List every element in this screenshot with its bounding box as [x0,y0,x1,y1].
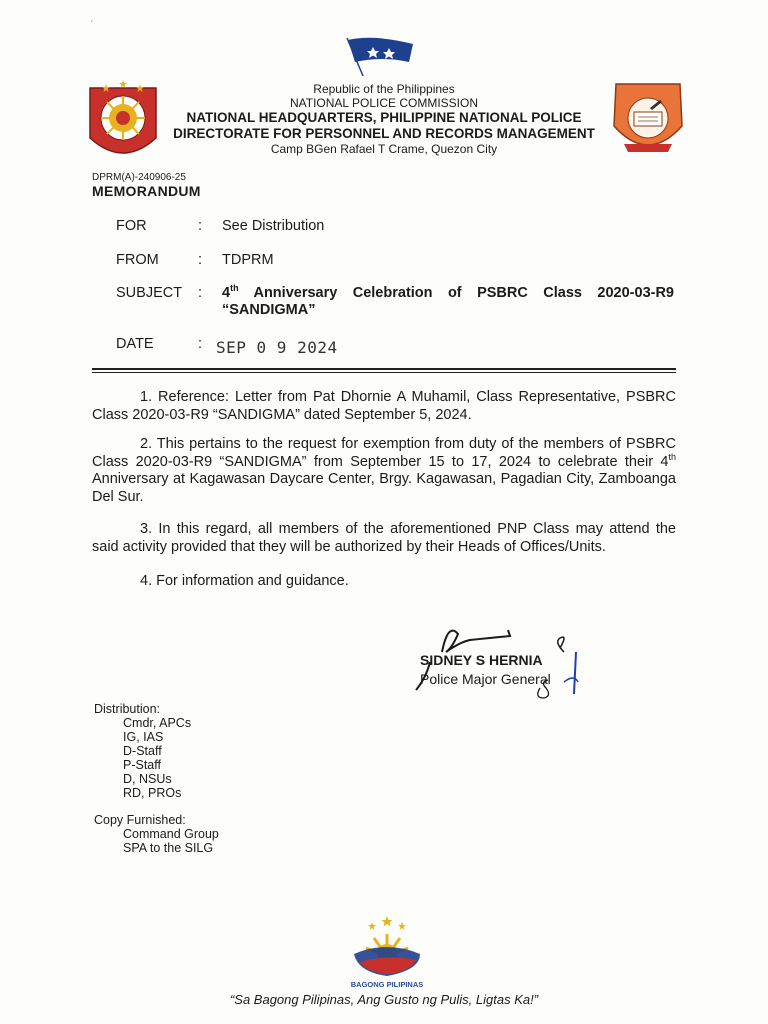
list-item: IG, IAS [123,730,164,744]
for-colon: : [198,218,203,234]
subject-label: SUBJECT [116,285,183,301]
header-address: Camp BGen Rafael T Crame, Quezon City [270,142,498,156]
subject-number: 4 [222,285,231,301]
paragraph-2-text-a: 2. This pertains to the request for exemption from duty of the members of PSBRC Class 2020-03-R9 “SANDIGMA” from September 15 to 17, 2024 to celebrate their 4 [92,436,676,470]
from-value: TDPRM [222,252,274,268]
paragraph-2-sup: th [668,451,676,462]
header-hq: NATIONAL HEADQUARTERS, PHILIPPINE NATIONAL POLICE [186,110,582,125]
reference-number: DPRM(A)-240906-25 [92,172,186,183]
memo-title: MEMORANDUM [92,183,201,199]
subject-sup: th [230,283,239,294]
date-label: DATE [116,336,154,352]
bagong-pilipinas-label: BAGONG PILIPINAS [350,980,424,989]
distribution-title: Distribution: [94,702,160,716]
subject-value [222,285,674,319]
paragraph-2-text-b: Anniversary at Kagawasan Daycare Center, Brgy. Kagawasan, Pagadian City, Zamboanga Del Sur. [92,471,676,505]
from-colon: : [198,252,203,268]
list-item: RD, PROs [123,786,182,800]
copy-furnished-title: Copy Furnished: [94,813,186,827]
list-item: D, NSUs [123,772,172,786]
from-label: FROM [116,252,159,268]
flag-icon [343,36,415,78]
footer-motto: “Sa Bagong Pilipinas, Ang Gusto ng Pulis, Ligtas Ka!” [229,992,539,1007]
date-colon: : [198,336,203,352]
list-item: Cmdr, APCs [123,716,192,730]
divider-thin [92,372,676,373]
list-item: SPA to the SILG [123,841,214,855]
signatory-name: SIDNEY S HERNIA [420,652,543,668]
list-item: Command Group [123,827,219,841]
signatory-rank: Police Major General [420,671,551,687]
paragraph-1-text: 1. Reference: Letter from Pat Dhornie A Muhamil, Class Representative, PSBRC Class 2020-03-R9 “SANDIGMA” dated September 5, 2024. [92,389,676,423]
scan-mark: ˊ [90,20,94,31]
date-stamp: SEP 0 9 2024 [216,338,338,357]
dprm-seal-icon [610,78,686,162]
divider-thick [92,368,676,370]
list-item: P-Staff [123,758,161,772]
paragraph-3 [92,521,676,556]
distribution-list [123,716,191,800]
subject-colon: : [198,285,203,301]
for-label: FOR [116,218,147,234]
bagong-pilipinas-logo-icon [350,914,424,980]
header-republic: Republic of the Philippines [313,82,455,96]
list-item: D-Staff [123,744,162,758]
header-commission: NATIONAL POLICE COMMISSION [289,96,479,110]
paragraph-1 [92,389,676,424]
for-value: See Distribution [222,218,325,234]
paragraph-4-text: 4. For information and guidance. [140,573,349,589]
paragraph-2 [92,436,676,506]
subject-text: Anniversary Celebration of PSBRC Class 2020-03-R9 “SANDIGMA” [222,285,674,318]
paragraph-3-text: 3. In this regard, all members of the aforementioned PNP Class may attend the said activity provided that they will be authorized by their Heads of Offices/Units. [92,521,676,555]
header-directorate: DIRECTORATE FOR PERSONNEL AND RECORDS MANAGEMENT [173,126,595,141]
pnp-seal-icon [86,78,160,164]
copy-furnished-list [123,827,219,855]
paragraph-4 [92,573,676,591]
